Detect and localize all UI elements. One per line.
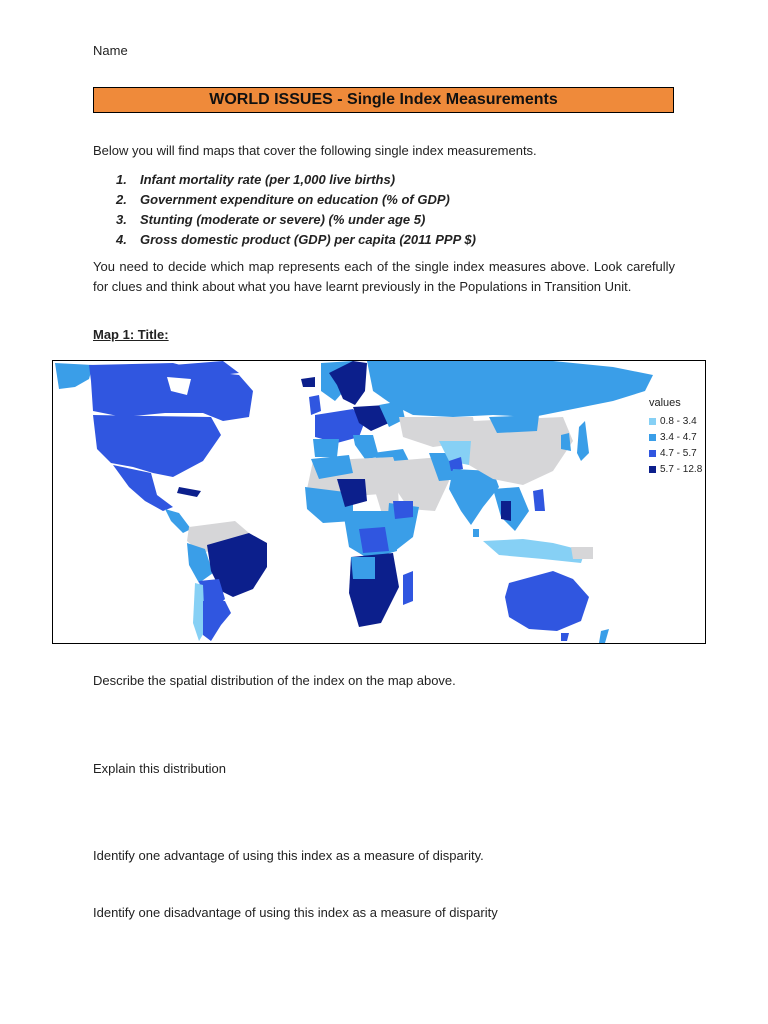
measures-list [116, 170, 476, 250]
map-legend [649, 397, 702, 477]
argentina-shape [203, 601, 231, 641]
uk-shape [309, 395, 321, 415]
legend-title: values [649, 397, 681, 409]
legend-swatch [649, 418, 656, 425]
world-map [52, 360, 706, 644]
worksheet-title [93, 87, 674, 113]
usa-shape [93, 415, 221, 477]
question-describe: Describe the spatial distribution of the index on the map above. [93, 673, 456, 688]
thailand-shape [501, 501, 511, 521]
measure-item: 1. Infant mortality rate (per 1,000 live births) [116, 172, 396, 187]
legend-item: 4.7 - 5.7 [649, 445, 702, 461]
alaska-shape [55, 363, 93, 389]
png-shape [571, 547, 593, 559]
indonesia-shape [483, 539, 585, 563]
legend-swatch [649, 450, 656, 457]
measure-item: 4. Gross domestic product (GDP) per capita (2011 PPP $) [116, 232, 476, 247]
tasmania-shape [561, 633, 569, 641]
legend-swatch [649, 434, 656, 441]
legend-item: 5.7 - 12.8 [649, 461, 702, 477]
legend-item: 3.4 - 4.7 [649, 429, 702, 445]
worksheet-title-text: WORLD ISSUES - Single Index Measurements [209, 91, 558, 108]
iberia-shape [313, 439, 339, 457]
world-map-svg [53, 361, 705, 643]
question-advantage: Identify one advantage of using this index as a measure of disparity. [93, 848, 484, 863]
instructions-paragraph: You need to decide which map represents each of the single index measures above. Look carefully for clues and think about what you have learnt previously in the Populations in Transition Unit. [93, 259, 675, 294]
ethiopia-shape [393, 501, 413, 519]
question-explain: Explain this distribution [93, 761, 226, 776]
name-label: Name [93, 43, 128, 58]
legend-item: 0.8 - 3.4 [649, 413, 702, 429]
new-zealand-shape [599, 629, 609, 643]
drc-shape [359, 527, 389, 553]
question-disadvantage: Identify one disadvantage of using this index as a measure of disparity [93, 905, 498, 920]
angola-shape [351, 557, 375, 579]
central-america-shape [165, 509, 191, 533]
iceland-shape [301, 377, 315, 387]
madagascar-shape [403, 571, 413, 605]
measure-item: 3. Stunting (moderate or severe) (% under age 5) [116, 212, 426, 227]
sri-lanka-shape [473, 529, 479, 537]
legend-swatch [649, 466, 656, 473]
mongolia-shape [489, 415, 539, 433]
measure-item: 2. Government expenditure on education (% of GDP) [116, 192, 450, 207]
australia-shape [505, 571, 589, 631]
philippines-shape [533, 489, 545, 511]
intro-text: Below you will find maps that cover the following single index measurements. [93, 143, 537, 158]
map-title-label: Map 1: Title: [93, 327, 169, 342]
russia-shape [367, 361, 653, 417]
cuba-shape [177, 487, 201, 497]
japan-shape [577, 421, 589, 461]
